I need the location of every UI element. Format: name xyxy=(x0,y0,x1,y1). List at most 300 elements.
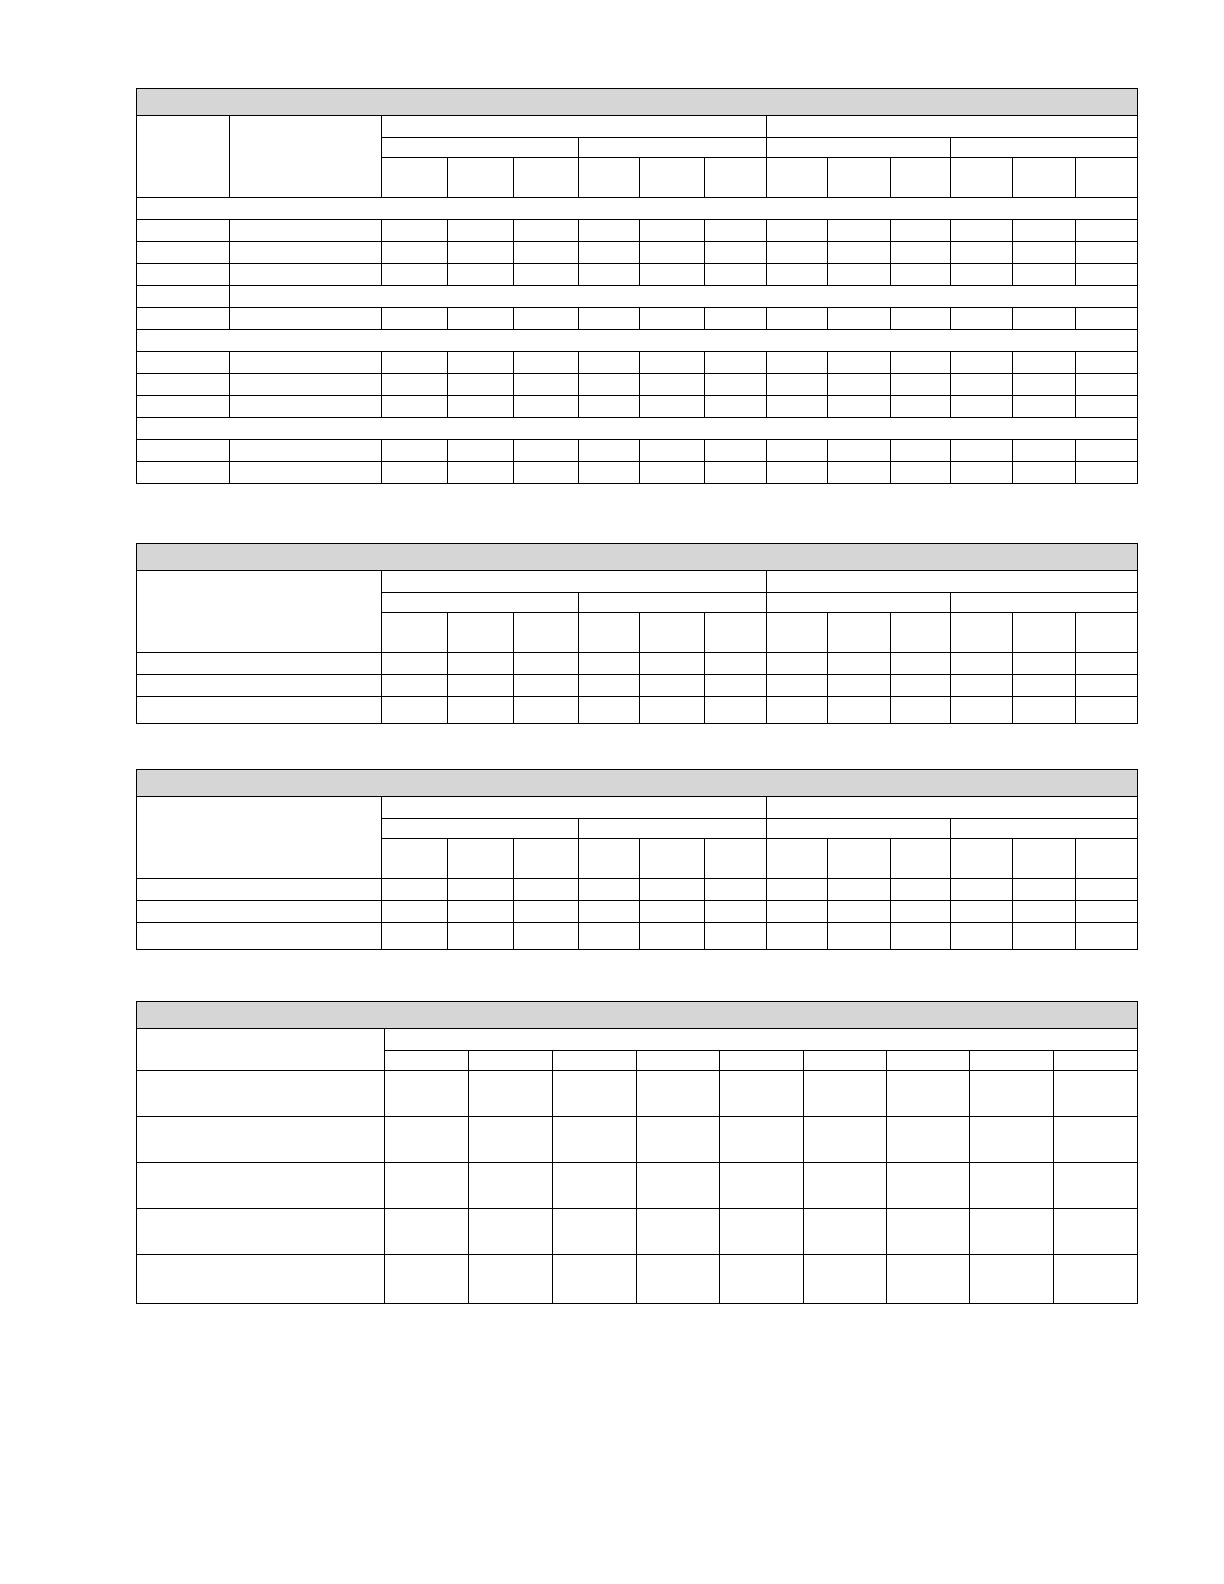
table-cell xyxy=(382,879,448,901)
column-header xyxy=(951,158,1013,198)
subgroup-header xyxy=(767,138,951,158)
table-cell xyxy=(382,220,448,242)
table-cell xyxy=(1076,374,1138,396)
column-header xyxy=(828,158,891,198)
table-cell xyxy=(640,839,705,879)
table-cell xyxy=(1013,220,1076,242)
table-cell xyxy=(1013,879,1076,901)
table-cell xyxy=(1054,1209,1138,1255)
table-cell xyxy=(137,462,230,484)
table-cell xyxy=(579,308,640,330)
table-cell xyxy=(137,923,382,950)
table-cell xyxy=(137,1163,385,1209)
table-cell xyxy=(804,1117,887,1163)
section-row xyxy=(137,198,1138,220)
group-header xyxy=(767,116,1138,138)
table-cell xyxy=(951,440,1013,462)
table-cell xyxy=(469,1071,553,1117)
group-header xyxy=(382,116,767,138)
subgroup-header xyxy=(951,593,1138,613)
table-row xyxy=(137,462,1138,484)
table-row xyxy=(137,1209,1138,1255)
table-cell xyxy=(640,220,705,242)
table-cell xyxy=(640,697,705,724)
table-cell xyxy=(891,697,951,724)
table-cell xyxy=(891,923,951,950)
table-cell xyxy=(804,1255,887,1304)
table-cell xyxy=(137,1071,385,1117)
header-cell xyxy=(137,116,230,198)
table-cell xyxy=(767,923,828,950)
table-cell xyxy=(1013,242,1076,264)
table-cell xyxy=(767,220,828,242)
table-cell xyxy=(1013,352,1076,374)
table-cell xyxy=(891,613,951,653)
table-cell xyxy=(828,440,891,462)
table-cell xyxy=(553,1117,637,1163)
table-cell xyxy=(637,1163,720,1209)
table-cell xyxy=(828,308,891,330)
table-cell xyxy=(514,697,579,724)
table-cell xyxy=(767,396,828,418)
section-row xyxy=(230,286,1138,308)
table-cell xyxy=(951,653,1013,675)
header-cell xyxy=(137,571,382,653)
table-cell xyxy=(1076,396,1138,418)
column-header xyxy=(514,158,579,198)
table-cell xyxy=(448,308,514,330)
table-cell xyxy=(448,879,514,901)
table-cell xyxy=(951,220,1013,242)
subgroup-header xyxy=(382,593,579,613)
table-cell xyxy=(705,264,767,286)
table-cell xyxy=(951,264,1013,286)
table-cell xyxy=(137,374,230,396)
table-cell xyxy=(720,1163,804,1209)
table-cell xyxy=(469,1209,553,1255)
table-row xyxy=(137,1071,1138,1117)
table-cell xyxy=(637,1255,720,1304)
table-cell xyxy=(1076,440,1138,462)
table-cell xyxy=(382,923,448,950)
table-cell xyxy=(1013,396,1076,418)
table-cell xyxy=(382,462,448,484)
table-cell xyxy=(579,675,640,697)
table-row xyxy=(137,374,1138,396)
table-cell xyxy=(514,242,579,264)
table-cell xyxy=(448,374,514,396)
table-row xyxy=(137,653,1138,675)
table-cell xyxy=(828,901,891,923)
table-cell xyxy=(767,653,828,675)
table-cell xyxy=(137,440,230,462)
table-cell xyxy=(767,901,828,923)
table-cell xyxy=(1054,1117,1138,1163)
table-cell xyxy=(637,1117,720,1163)
table-cell xyxy=(448,440,514,462)
table-cell xyxy=(230,462,382,484)
table-cell xyxy=(1054,1163,1138,1209)
table-cell xyxy=(137,264,230,286)
table-cell xyxy=(640,462,705,484)
table-cell xyxy=(767,879,828,901)
table-cell xyxy=(385,1255,469,1304)
table-cell xyxy=(553,1255,637,1304)
table-cell xyxy=(382,839,448,879)
table-cell xyxy=(579,697,640,724)
table-cell xyxy=(767,839,828,879)
table-row xyxy=(137,352,1138,374)
table-cell xyxy=(1076,923,1138,950)
subgroup-header xyxy=(382,819,579,839)
table-cell xyxy=(1013,462,1076,484)
table-cell xyxy=(828,675,891,697)
table-cell xyxy=(720,1117,804,1163)
table-cell xyxy=(514,923,579,950)
data-table-1 xyxy=(136,88,1138,484)
table-cell xyxy=(804,1163,887,1209)
table-cell xyxy=(640,374,705,396)
table-cell xyxy=(382,613,448,653)
table-cell xyxy=(1013,923,1076,950)
table-cell xyxy=(951,879,1013,901)
data-table-3 xyxy=(136,769,1138,950)
table-cell xyxy=(828,264,891,286)
table-cell xyxy=(1076,697,1138,724)
table-cell xyxy=(951,675,1013,697)
table-cell xyxy=(1076,675,1138,697)
table-cell xyxy=(887,1051,970,1071)
table-cell xyxy=(448,220,514,242)
table-cell xyxy=(637,1071,720,1117)
table-cell xyxy=(382,242,448,264)
table-cell xyxy=(448,901,514,923)
table-cell xyxy=(137,675,382,697)
table-cell xyxy=(828,374,891,396)
subgroup-header xyxy=(382,138,579,158)
table-cell xyxy=(385,1051,469,1071)
table-cell xyxy=(469,1051,553,1071)
subgroup-header xyxy=(951,819,1138,839)
table-cell xyxy=(891,264,951,286)
table-cell xyxy=(891,242,951,264)
table-cell xyxy=(705,352,767,374)
table-cell xyxy=(1013,613,1076,653)
table-cell xyxy=(970,1209,1054,1255)
table-cell xyxy=(705,901,767,923)
table-cell xyxy=(448,923,514,950)
table-cell xyxy=(137,1255,385,1304)
table-cell xyxy=(970,1051,1054,1071)
table-cell xyxy=(553,1051,637,1071)
table-cell xyxy=(891,901,951,923)
table-row xyxy=(137,675,1138,697)
table-cell xyxy=(951,242,1013,264)
table-cell xyxy=(951,374,1013,396)
table-cell xyxy=(705,675,767,697)
table-cell xyxy=(230,396,382,418)
table-cell xyxy=(448,352,514,374)
table-cell xyxy=(579,440,640,462)
table-cell xyxy=(514,839,579,879)
table-cell xyxy=(767,308,828,330)
table-cell xyxy=(705,242,767,264)
subgroup-header xyxy=(579,593,767,613)
table-cell xyxy=(385,1163,469,1209)
table-cell xyxy=(640,396,705,418)
table-cell xyxy=(1076,653,1138,675)
table-cell xyxy=(230,352,382,374)
table-cell xyxy=(640,675,705,697)
subgroup-header xyxy=(767,593,951,613)
table-cell xyxy=(720,1071,804,1117)
table-cell xyxy=(828,220,891,242)
table-cell xyxy=(951,462,1013,484)
table-cell xyxy=(828,879,891,901)
table-cell xyxy=(705,653,767,675)
table-cell xyxy=(767,675,828,697)
table-cell xyxy=(705,923,767,950)
header-cell xyxy=(137,1029,385,1071)
table-cell xyxy=(828,396,891,418)
table-cell xyxy=(1013,374,1076,396)
table-row xyxy=(137,1163,1138,1209)
table-cell xyxy=(579,923,640,950)
table-cell xyxy=(514,879,579,901)
group-header xyxy=(382,571,767,593)
table-cell xyxy=(382,440,448,462)
table-cell xyxy=(767,242,828,264)
table-cell xyxy=(640,901,705,923)
table-cell xyxy=(804,1209,887,1255)
table-cell xyxy=(514,613,579,653)
column-header xyxy=(640,158,705,198)
table-cell xyxy=(137,901,382,923)
table-cell xyxy=(385,1117,469,1163)
table-cell xyxy=(1076,352,1138,374)
table-cell xyxy=(887,1209,970,1255)
table-cell xyxy=(970,1071,1054,1117)
table-cell xyxy=(828,653,891,675)
table-cell xyxy=(382,675,448,697)
table-cell xyxy=(382,308,448,330)
table-cell xyxy=(1054,1071,1138,1117)
table-row xyxy=(137,242,1138,264)
table-cell xyxy=(448,613,514,653)
table-cell xyxy=(970,1117,1054,1163)
table-cell xyxy=(767,352,828,374)
table-cell xyxy=(640,653,705,675)
header-cell xyxy=(230,116,382,198)
section-label xyxy=(137,286,230,308)
column-header xyxy=(1076,158,1138,198)
table-cell xyxy=(767,613,828,653)
table-cell xyxy=(951,839,1013,879)
table-cell xyxy=(951,923,1013,950)
table-cell xyxy=(1054,1255,1138,1304)
table-cell xyxy=(469,1255,553,1304)
table-cell xyxy=(891,396,951,418)
table-cell xyxy=(705,220,767,242)
table-row xyxy=(137,901,1138,923)
table-cell xyxy=(891,879,951,901)
table-cell xyxy=(720,1209,804,1255)
table-cell xyxy=(514,440,579,462)
table-row xyxy=(137,264,1138,286)
table-cell xyxy=(1013,308,1076,330)
column-header xyxy=(705,158,767,198)
table-1-title xyxy=(137,89,1138,116)
table-cell xyxy=(637,1051,720,1071)
table-cell xyxy=(579,220,640,242)
table-cell xyxy=(1013,901,1076,923)
subgroup-header xyxy=(579,138,767,158)
table-row xyxy=(137,396,1138,418)
table-cell xyxy=(385,1209,469,1255)
table-cell xyxy=(1076,242,1138,264)
table-cell xyxy=(448,653,514,675)
table-cell xyxy=(804,1071,887,1117)
table-cell xyxy=(579,613,640,653)
subgroup-header xyxy=(579,819,767,839)
table-cell xyxy=(951,396,1013,418)
table-cell xyxy=(828,697,891,724)
table-cell xyxy=(705,839,767,879)
table-cell xyxy=(579,839,640,879)
column-header xyxy=(579,158,640,198)
table-cell xyxy=(705,396,767,418)
table-cell xyxy=(553,1071,637,1117)
table-cell xyxy=(448,264,514,286)
table-cell xyxy=(767,440,828,462)
table-cell xyxy=(1013,675,1076,697)
table-cell xyxy=(970,1255,1054,1304)
table-cell xyxy=(1076,462,1138,484)
table-cell xyxy=(553,1209,637,1255)
table-cell xyxy=(951,352,1013,374)
table-cell xyxy=(1076,613,1138,653)
table-cell xyxy=(382,352,448,374)
table-cell xyxy=(640,440,705,462)
table-cell xyxy=(448,839,514,879)
column-header xyxy=(891,158,951,198)
table-row xyxy=(137,440,1138,462)
table-cell xyxy=(137,1117,385,1163)
table-cell xyxy=(579,264,640,286)
table-cell xyxy=(1013,440,1076,462)
table-cell xyxy=(891,675,951,697)
group-header xyxy=(767,797,1138,819)
table-cell xyxy=(828,923,891,950)
table-cell xyxy=(230,242,382,264)
table-cell xyxy=(828,462,891,484)
table-cell xyxy=(579,242,640,264)
table-cell xyxy=(448,675,514,697)
group-header xyxy=(767,571,1138,593)
table-cell xyxy=(828,352,891,374)
table-cell xyxy=(469,1163,553,1209)
table-cell xyxy=(382,374,448,396)
table-cell xyxy=(1076,308,1138,330)
table-cell xyxy=(469,1117,553,1163)
table-cell xyxy=(579,374,640,396)
table-cell xyxy=(640,613,705,653)
table-cell xyxy=(705,879,767,901)
table-cell xyxy=(705,308,767,330)
table-row xyxy=(137,1117,1138,1163)
table-cell xyxy=(705,440,767,462)
table-cell xyxy=(382,901,448,923)
table-cell xyxy=(579,653,640,675)
subgroup-header xyxy=(767,819,951,839)
table-cell xyxy=(1076,879,1138,901)
table-cell xyxy=(767,462,828,484)
table-cell xyxy=(767,697,828,724)
table-cell xyxy=(230,264,382,286)
column-header xyxy=(1013,158,1076,198)
table-cell xyxy=(230,308,382,330)
table-cell xyxy=(579,879,640,901)
table-row xyxy=(137,220,1138,242)
table-cell xyxy=(637,1209,720,1255)
table-cell xyxy=(891,308,951,330)
table-cell xyxy=(640,308,705,330)
table-3-title xyxy=(137,770,1138,797)
table-cell xyxy=(891,462,951,484)
column-header xyxy=(448,158,514,198)
table-cell xyxy=(1076,901,1138,923)
table-row xyxy=(137,879,1138,901)
table-cell xyxy=(137,879,382,901)
table-cell xyxy=(720,1051,804,1071)
table-cell xyxy=(1013,653,1076,675)
table-row xyxy=(137,308,1138,330)
table-row xyxy=(137,923,1138,950)
table-cell xyxy=(951,308,1013,330)
table-cell xyxy=(514,462,579,484)
table-cell xyxy=(514,675,579,697)
table-cell xyxy=(514,374,579,396)
table-cell xyxy=(137,1209,385,1255)
table-cell xyxy=(887,1163,970,1209)
table-2-title xyxy=(137,544,1138,571)
table-cell xyxy=(887,1117,970,1163)
table-cell xyxy=(382,697,448,724)
table-cell xyxy=(767,374,828,396)
table-cell xyxy=(970,1163,1054,1209)
table-cell xyxy=(579,352,640,374)
table-cell xyxy=(705,374,767,396)
table-cell xyxy=(1076,839,1138,879)
table-cell xyxy=(514,396,579,418)
table-cell xyxy=(137,308,230,330)
table-cell xyxy=(1054,1051,1138,1071)
table-cell xyxy=(951,901,1013,923)
table-cell xyxy=(887,1071,970,1117)
table-cell xyxy=(1076,220,1138,242)
table-cell xyxy=(951,697,1013,724)
table-cell xyxy=(137,352,230,374)
table-cell xyxy=(382,653,448,675)
table-cell xyxy=(514,264,579,286)
group-header xyxy=(385,1029,1138,1051)
table-cell xyxy=(448,462,514,484)
table-cell xyxy=(1013,697,1076,724)
table-cell xyxy=(640,923,705,950)
table-cell xyxy=(705,462,767,484)
section-row xyxy=(137,330,1138,352)
table-cell xyxy=(828,839,891,879)
